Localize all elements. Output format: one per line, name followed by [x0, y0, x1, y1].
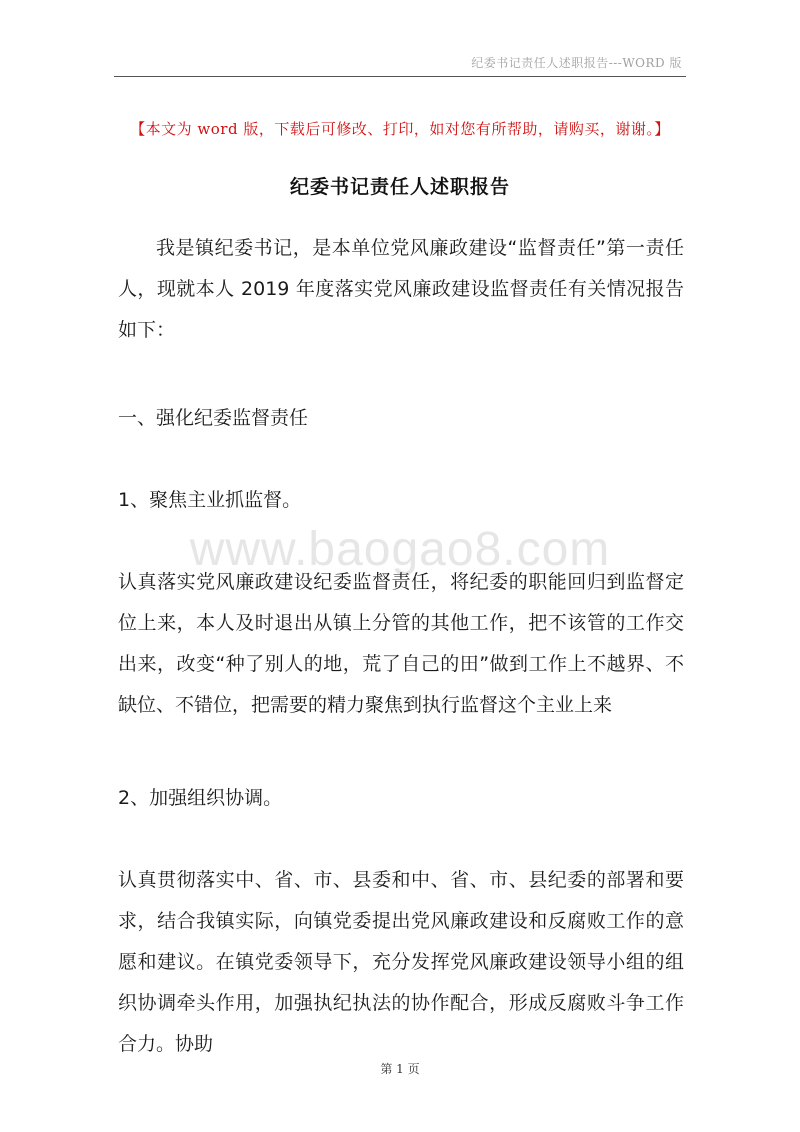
page-header-title: 纪委书记责任人述职报告---WORD 版 [471, 56, 682, 70]
intro-paragraph: 我是镇纪委书记，是本单位党风廉政建设“监督责任”第一责任人，现就本人 2019 年度落实党风廉政建设监督责任有关情况报告如下： [118, 237, 684, 341]
page-number: 第 1 页 [380, 1062, 420, 1076]
item-body-2: 认真贯彻落实中、省、市、县委和中、省、市、县纪委的部署和要求，结合我镇实际，向镇党委提出党风廉政建设和反腐败工作的意愿和建议。在镇党委领导下，充分发挥党风廉政建设领导小组的组织协调牵头作用，加强执纪执法的协作配合，形成反腐败斗争工作合力。协助 [118, 869, 684, 1055]
purchase-notice: 【本文为 word 版，下载后可修改、打印，如对您有所帮助，请购买，谢谢。】 [130, 120, 670, 138]
header-divider [114, 76, 686, 77]
item-body-1: 认真落实党风廉政建设纪委监督责任，将纪委的职能回归到监督定位上来，本人及时退出从镇上分管的其他工作，把不该管的工作交出来，改变“种了别人的地，荒了自己的田”做到工作上不越界、不缺位、不错位，把需要的精力聚焦到执行监督这个主业上来 [118, 571, 684, 716]
item-heading-1: 1、聚焦主业抓监督。 [118, 489, 302, 511]
watermark: www.baogao8.com [189, 523, 611, 576]
document-title: 纪委书记责任人述职报告 [289, 176, 510, 198]
item-heading-2: 2、加强组织协调。 [118, 787, 283, 809]
section-heading: 一、强化纪委监督责任 [118, 407, 309, 429]
